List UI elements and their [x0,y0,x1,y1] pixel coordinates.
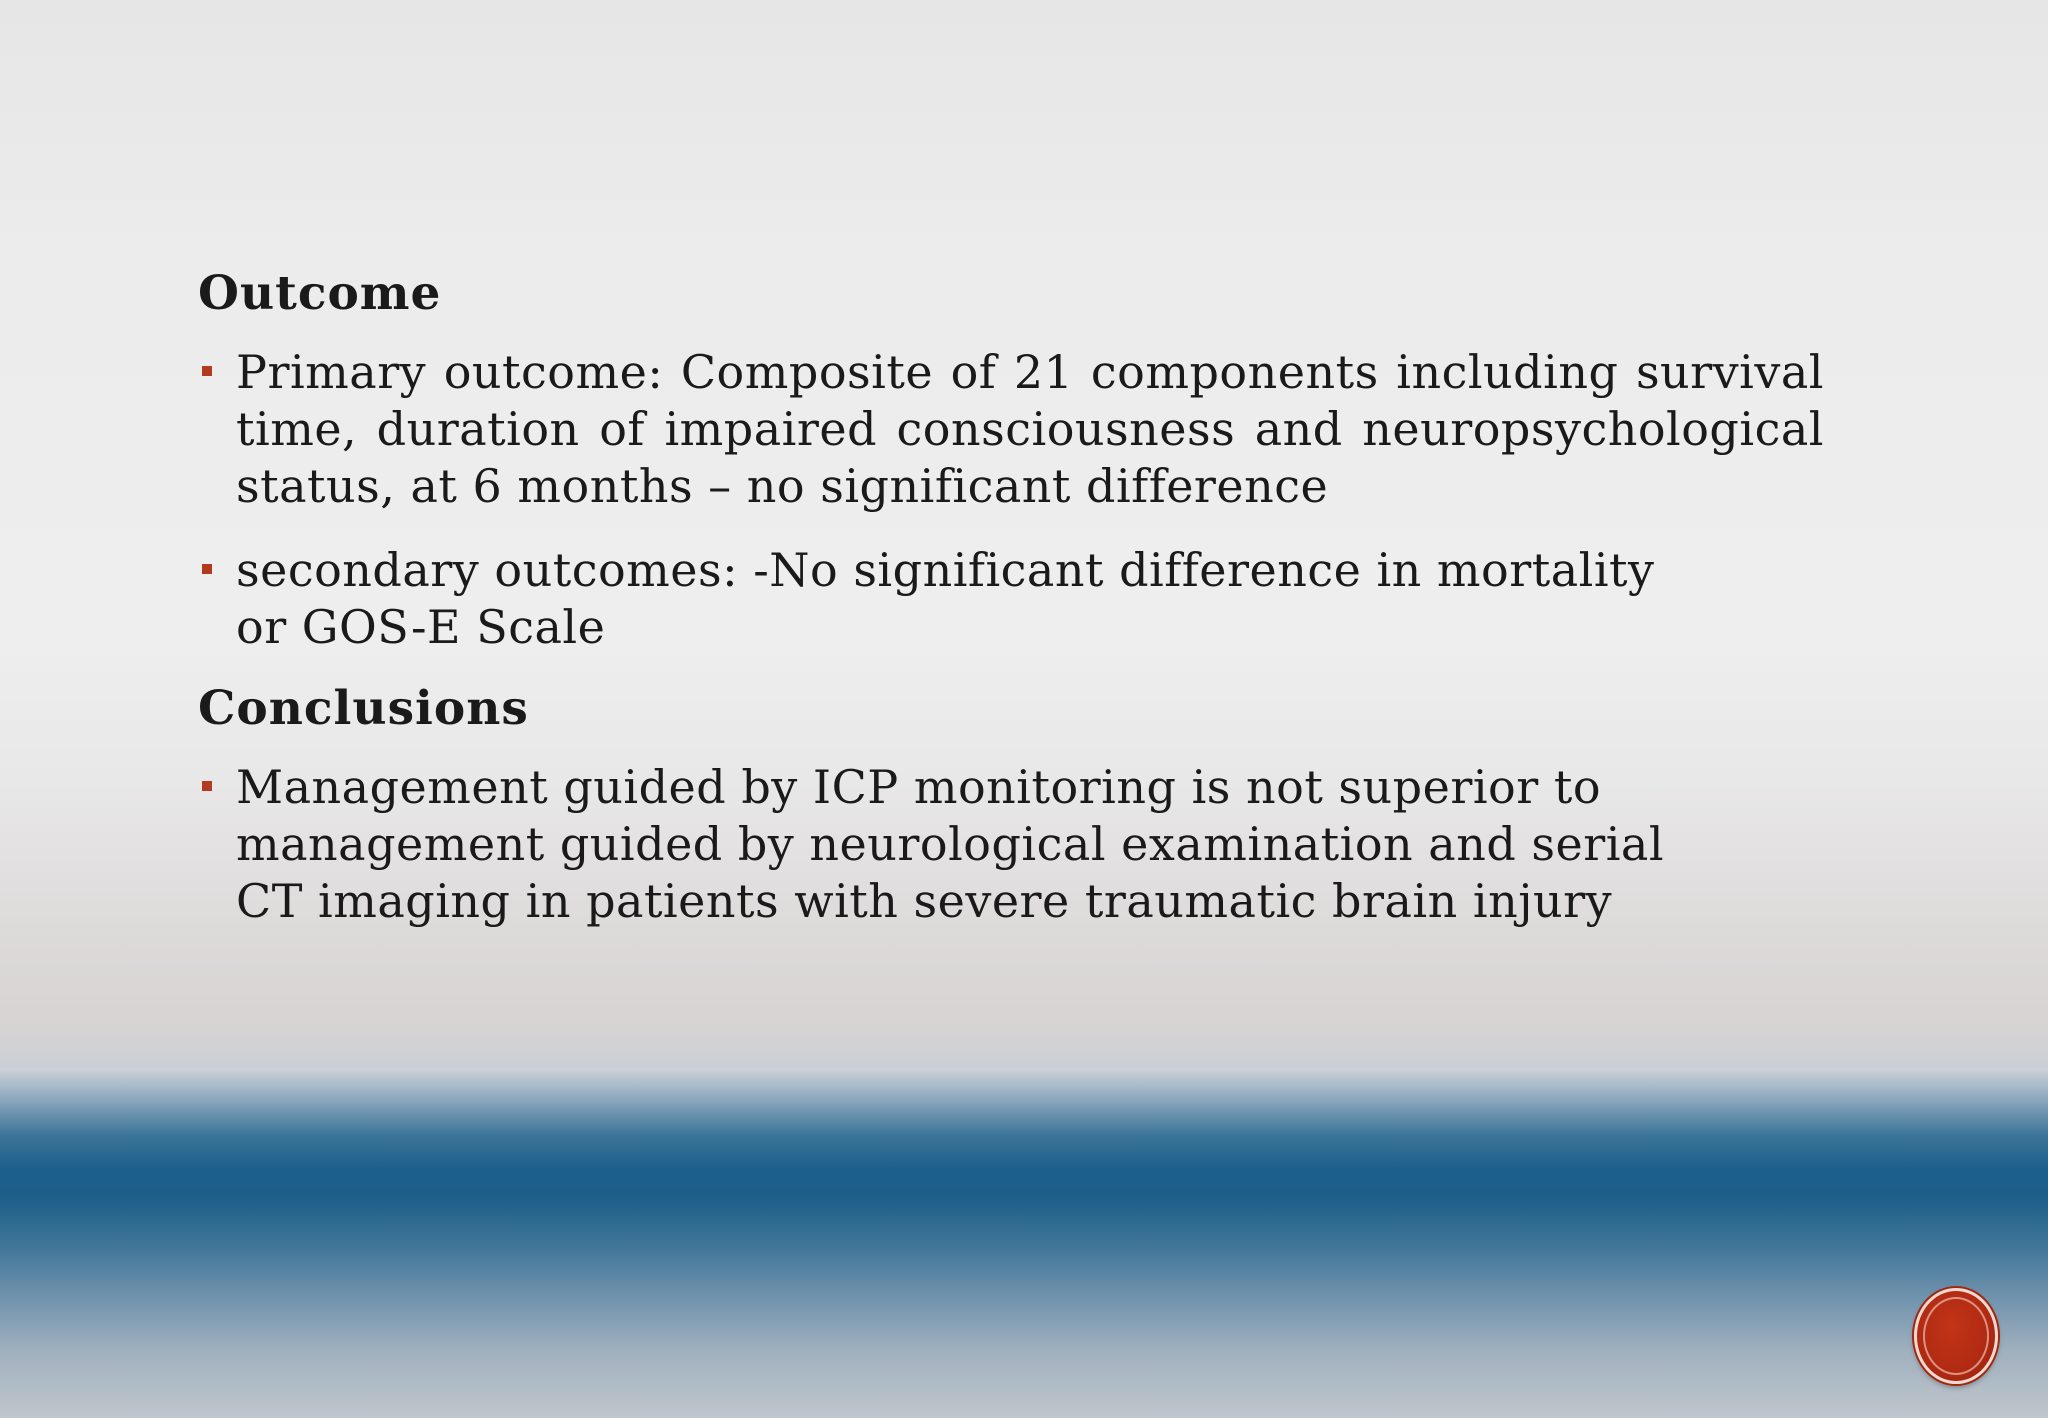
bullet-conclusion [198,759,1824,930]
slide-nav-button[interactable] [1914,1288,1998,1384]
bullet-marker-icon [202,564,212,574]
bullet-primary-outcome [198,344,1824,515]
bullet-marker-icon [202,366,212,376]
bullet-text: Management guided by ICP monitoring is not superior to management guided by neurological examination and serial CT imaging in patients with severe traumatic brain injury [236,760,1665,928]
bullet-marker-icon [202,781,212,791]
conclusions-bullet-list [198,759,1824,930]
slide-content [198,258,1824,930]
bullet-text: secondary outcomes: -No significant difference in mortality or GOS-E Scale [236,543,1655,654]
outcome-bullet-list [198,344,1824,656]
section-heading-conclusions: Conclusions [198,681,529,736]
bullet-text: Primary outcome: Composite of 21 components including survival time, duration of impaired consciousness and neuropsychological status, at 6 months – no significant difference [236,345,1824,513]
nav-button-ring-icon [1923,1297,1989,1375]
bullet-secondary-outcomes [198,542,1824,656]
section-heading-outcome: Outcome [198,266,442,321]
